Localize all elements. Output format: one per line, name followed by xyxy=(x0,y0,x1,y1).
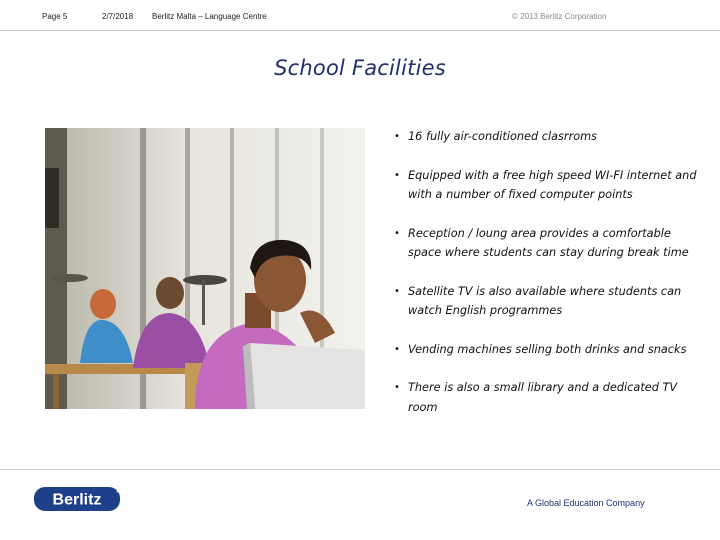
svg-text:Berlitz: Berlitz xyxy=(52,491,102,509)
list-item: • Equipped with a free high speed WI-FI internet and with a number of fixed computer points xyxy=(394,166,704,205)
page-number: Page 5 xyxy=(42,12,68,21)
copyright: © 2013 Berlitz Corporation xyxy=(512,12,607,21)
list-item: • There is also a small library and a dedicated TV room xyxy=(394,378,704,417)
svg-text:®: ® xyxy=(116,489,119,494)
students-photo xyxy=(45,128,365,409)
berlitz-logo xyxy=(34,487,120,511)
list-item: • Vending machines selling both drinks and snacks xyxy=(394,340,704,360)
page-title: School Facilities xyxy=(274,56,446,80)
facilities-list xyxy=(394,127,704,417)
page-header xyxy=(0,0,720,32)
date: 2/7/2018 xyxy=(102,12,134,21)
header-subject: Berlitz Malta – Language Centre xyxy=(152,12,267,21)
company-tagline: A Global Education Company xyxy=(527,498,645,508)
list-item: • Reception / loung area provides a comfortable space where students can stay during break time xyxy=(394,224,704,263)
footer-divider xyxy=(0,469,720,470)
list-item: • 16 fully air-conditioned clasrroms xyxy=(394,127,704,147)
header-divider xyxy=(0,30,720,31)
list-item: • Satellite TV is also available where students can watch English programmes xyxy=(394,282,704,321)
